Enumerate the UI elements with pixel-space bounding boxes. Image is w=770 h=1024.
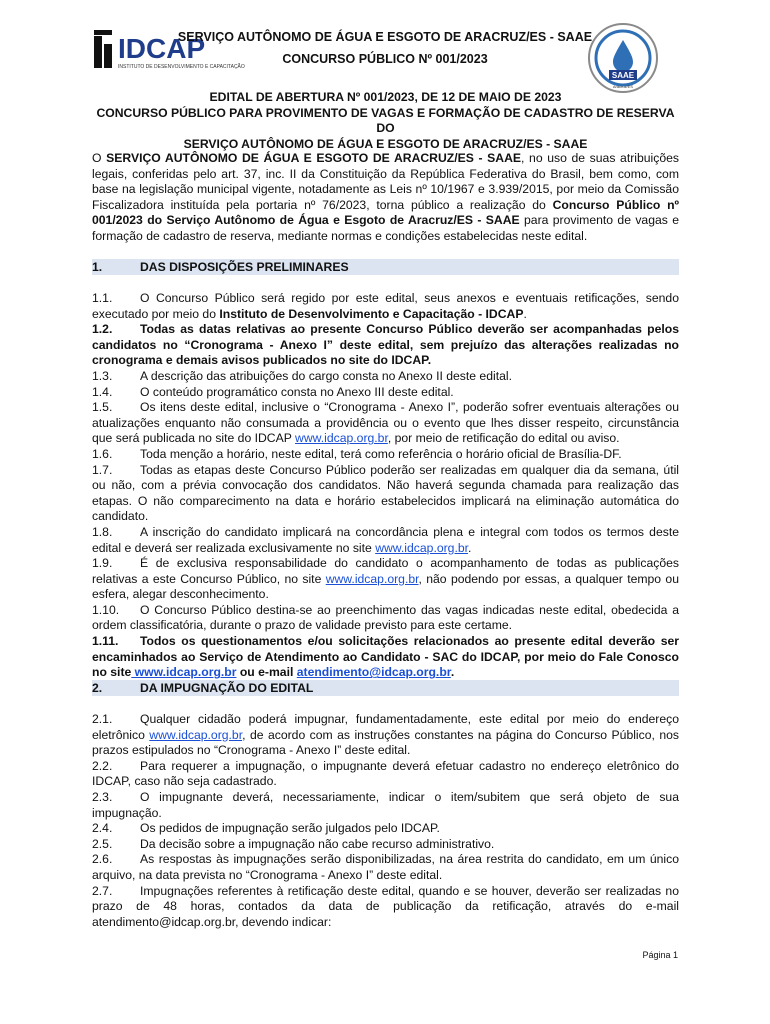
item-1-6: 1.6. Toda menção a horário, neste edital, terá como referência o horário oficial de Brasília-DF. [92,446,622,461]
item-1-1: 1.1. O Concurso Público será regido por este edital, seus anexos e eventuais retificações, sendo executado por meio do Instituto de Desenvolvimento e Capacitação - IDCAP. [92,291,679,321]
item-1-9: 1.9. É de exclusiva responsabilidade do candidato o acompanhamento de todas as publicações relativas a este Concurso Público, no site www.idcap.org.br, não podendo por essas, a qualquer tempo ou esfera, alegar desconhecimento. [92,556,679,602]
idcap-link[interactable]: www.idcap.org.br [131,665,237,680]
item-1-3: 1.3. A descrição das atribuições do cargo consta no Anexo II deste edital. [92,368,512,383]
edital-title [92,90,679,152]
item-1-11: 1.11. Todos os questionamentos e/ou solicitações relacionados ao presente edital deverão ser encaminhados ao Serviço de Atendimento ao Candidato - SAC do IDCAP, por meio do Fale Conosco no site www.idcap.org.br ou e-mail atendimento@idcap.org.br. [92,634,679,680]
item-1-4: 1.4. O conteúdo programático consta no Anexo III deste edital. [92,384,454,399]
idcap-link[interactable]: www.idcap.org.br [325,571,419,586]
edital-title-line3: SERVIÇO AUTÔNOMO DE ÁGUA E ESGOTO DE ARACRUZ/ES - SAAE [183,136,588,151]
idcap-link[interactable]: www.idcap.org.br [375,540,468,555]
item-2-5: 2.5. Da decisão sobre a impugnação não cabe recurso administrativo. [92,836,495,851]
item-2-6: 2.6. As respostas às impugnações serão disponibilizadas, na área restrita do candidato, em um único arquivo, na data prevista no “Cronograma - Anexo I” deste edital. [92,852,679,882]
edital-title-line2: CONCURSO PÚBLICO PARA PROVIMENTO DE VAGAS E FORMAÇÃO DE CADASTRO DE RESERVA DO [96,105,675,136]
item-2-4: 2.4. Os pedidos de impugnação serão julgados pelo IDCAP. [92,821,440,836]
logo-left-text: IDCAP [118,33,206,64]
page-header [0,18,770,88]
item-2-2: 2.2. Para requerer a impugnação, o impugnante deverá efetuar cadastro no endereço eletrônico do IDCAP, caso não seja cadastrado. [92,758,679,789]
section-1-heading [92,259,679,275]
logo-right-subtitle: Aracruz/ES [612,84,634,89]
item-1-5: 1.5. Os itens deste edital, inclusive o “Cronograma - Anexo I”, poderão sofrer eventuais alterações ou atualizações enquanto não consumada a providência ou o evento que lhes disser respeito, circunstância que será publicada no site do IDCAP www.idcap.org.br, por meio de retificação do edital ou aviso. [92,400,679,446]
section-1-body [92,291,679,681]
page-number: Página 1 [642,950,678,960]
section-2-heading [92,680,679,696]
saae-logo [583,20,663,98]
header-title: SERVIÇO AUTÔNOMO DE ÁGUA E ESGOTO DE ARACRUZ/ES - SAAE [177,30,593,44]
section-number: 2. [92,681,103,695]
item-1-2: 1.2. Todas as datas relativas ao presente Concurso Público deverão ser acompanhadas pelos candidatos no “Cronograma - Anexo I” deste edital, sem prejuízo das alterações realizadas no cronograma e demais avisos publicados no site do IDCAP. [92,322,679,368]
intro-paragraph: O SERVIÇO AUTÔNOMO DE ÁGUA E ESGOTO DE ARACRUZ/ES - SAAE, no uso de suas atribuições legais, conferidas pelo art. 37, inc. II da Constituição da República Federativa do Brasil, bem como, com base na legislação municipal vigente, notadamente as Leis nº 10/1967 e 3.939/2015, por meio da Comissão Fiscalizadora instituída pela portaria nº 76/2023, torna público a realização do Concurso Público nº 001/2023 do Serviço Autônomo de Água e Esgoto de Aracruz/ES - SAAE para provimento de vagas e formação de cadastro de reserva, mediante normas e condições estabelecidas neste edital. [92,151,679,243]
header-subtitle: CONCURSO PÚBLICO Nº 001/2023 [282,52,488,66]
item-2-7: 2.7. Impugnações referentes à retificação deste edital, quando e se houver, deverão ser realizadas no prazo de 48 horas, contados da data de publicação da retificação, através do e-mail atendimento@idcap.org.br, devendo indicar: [92,883,679,929]
section-title: DAS DISPOSIÇÕES PRELIMINARES [140,260,349,274]
edital-title-line1: EDITAL DE ABERTURA Nº 001/2023, DE 12 DE MAIO DE 2023 [209,90,562,104]
section-2-body [92,712,679,930]
item-2-1: 2.1. Qualquer cidadão poderá impugnar, fundamentadamente, este edital por meio do endereço eletrônico www.idcap.org.br, de acordo com as instruções constantes na página do Concurso Público, nos prazos estipulados no “Cronograma - Anexo I” deste edital. [92,712,679,758]
logo-right-text: SAAE [611,71,635,80]
item-1-10: 1.10. O Concurso Público destina-se ao preenchimento das vagas indicadas neste edital, obedecida a ordem classificatória, durante o prazo de validade previsto para este certame. [92,602,679,633]
item-2-3: 2.3. O impugnante deverá, necessariamente, indicar o item/subitem que será objeto de sua impugnação. [92,789,679,820]
email-link[interactable]: atendimento@idcap.org.br [296,665,451,680]
idcap-link[interactable]: www.idcap.org.br [149,727,243,742]
section-number: 1. [92,260,103,274]
item-1-8: 1.8. A inscrição do candidato implicará na concordância plena e integral com todos os termos deste edital e deverá ser realizada exclusivamente no site www.idcap.org.br. [92,524,679,555]
idcap-link[interactable]: www.idcap.org.br [295,431,388,446]
logo-left-subtitle: INSTITUTO DE DESENVOLVIMENTO E CAPACITAÇÃO [118,64,245,70]
item-1-7: 1.7. Todas as etapas deste Concurso Público poderão ser realizadas em qualquer dia da semana, útil ou não, com a prévia convocação dos candidatos. Não haverá segunda chamada para realização das etapas. O não comparecimento na data e horário estabelecidos implicará na eliminação automática do candidato. [92,462,679,524]
section-title: DA IMPUGNAÇÃO DO EDITAL [140,681,314,695]
